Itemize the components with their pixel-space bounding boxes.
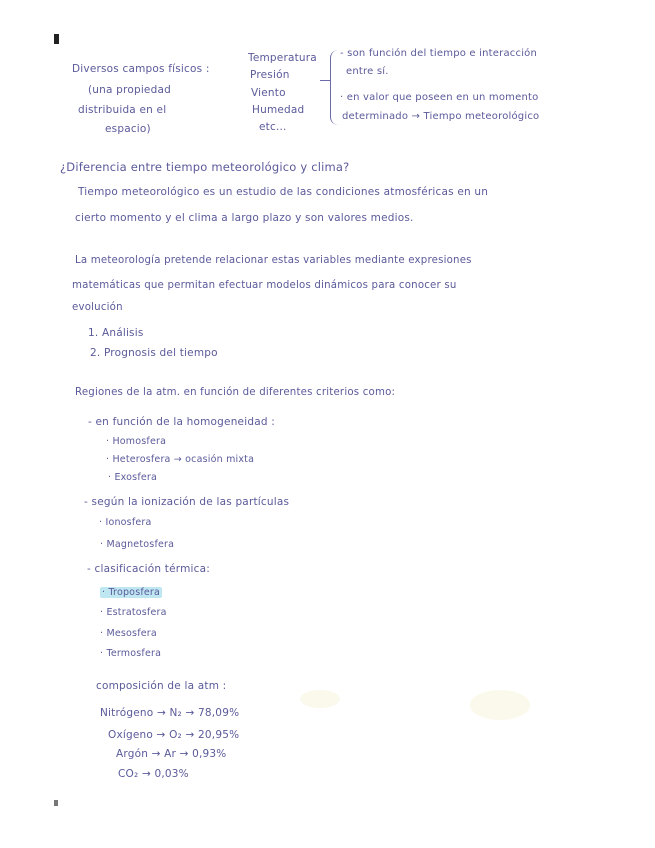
meteo-line: La meteorología pretende relacionar estas variables mediante expresiones	[75, 255, 472, 266]
thermal-heading: - clasificación térmica:	[87, 563, 210, 575]
thermal-item: · Termosfera	[100, 648, 162, 659]
intro-col1-line: Diversos campos físicos :	[72, 63, 210, 75]
paper-stain	[470, 690, 530, 720]
intro-col2-line: Viento	[251, 87, 286, 99]
intro-col2-line: Temperatura	[248, 52, 317, 64]
intro-col3-line: - son función del tiempo e interacción	[340, 48, 538, 59]
intro-col2-line: Presión	[250, 69, 290, 81]
step-item: 2. Prognosis del tiempo	[90, 347, 218, 359]
intro-col3-line: entre sí.	[346, 66, 389, 77]
ionization-heading: - según la ionización de las partículas	[84, 496, 290, 508]
thermal-item: · Mesosfera	[100, 628, 157, 639]
meteo-line: matemáticas que permitan efectuar modelos dinámicos para conocer su	[72, 280, 457, 291]
composition-line: Argón → Ar → 0,93%	[116, 748, 227, 760]
homogeneity-item: · Homosfera	[106, 436, 167, 447]
composition-line: CO₂ → 0,03%	[118, 768, 189, 780]
meteo-line: evolución	[72, 302, 123, 313]
page-edge-mark	[54, 34, 59, 44]
step-item: 1. Análisis	[88, 327, 144, 339]
thermal-item: · Estratosfera	[100, 607, 167, 618]
intro-col2-line: Humedad	[252, 104, 305, 116]
intro-col3-line: determinado → Tiempo meteorológico	[342, 111, 540, 122]
question-heading: ¿Diferencia entre tiempo meteorológico y clima?	[60, 160, 350, 174]
highlighted-text: · Troposfera	[102, 587, 161, 598]
intro-col3-line: · en valor que poseen en un momento	[340, 92, 539, 103]
thermal-item	[100, 587, 162, 598]
ionization-item: · Ionosfera	[99, 517, 152, 528]
homogeneity-item: · Heterosfera → ocasión mixta	[106, 454, 255, 465]
regions-heading: Regiones de la atm. en función de diferentes criterios como:	[75, 387, 396, 398]
curly-brace-tip	[320, 80, 330, 82]
composition-line: Nitrógeno → N₂ → 78,09%	[100, 707, 240, 719]
homogeneity-heading: - en función de la homogeneidad :	[88, 416, 275, 428]
composition-heading: composición de la atm :	[96, 680, 227, 692]
page-edge-mark	[54, 800, 58, 806]
answer-line: Tiempo meteorológico es un estudio de las condiciones atmosféricas en un	[78, 186, 489, 198]
intro-col1-line: espacio)	[105, 123, 151, 135]
intro-col1-line: (una propiedad	[88, 84, 171, 96]
intro-col1-line: distribuida en el	[78, 104, 167, 116]
composition-line: Oxígeno → O₂ → 20,95%	[108, 729, 240, 741]
ionization-item: · Magnetosfera	[100, 539, 175, 550]
paper-stain	[300, 690, 340, 708]
intro-col2-line: etc...	[259, 121, 287, 133]
answer-line: cierto momento y el clima a largo plazo y son valores medios.	[75, 212, 414, 224]
curly-brace	[330, 50, 341, 125]
homogeneity-item: · Exosfera	[108, 472, 158, 483]
